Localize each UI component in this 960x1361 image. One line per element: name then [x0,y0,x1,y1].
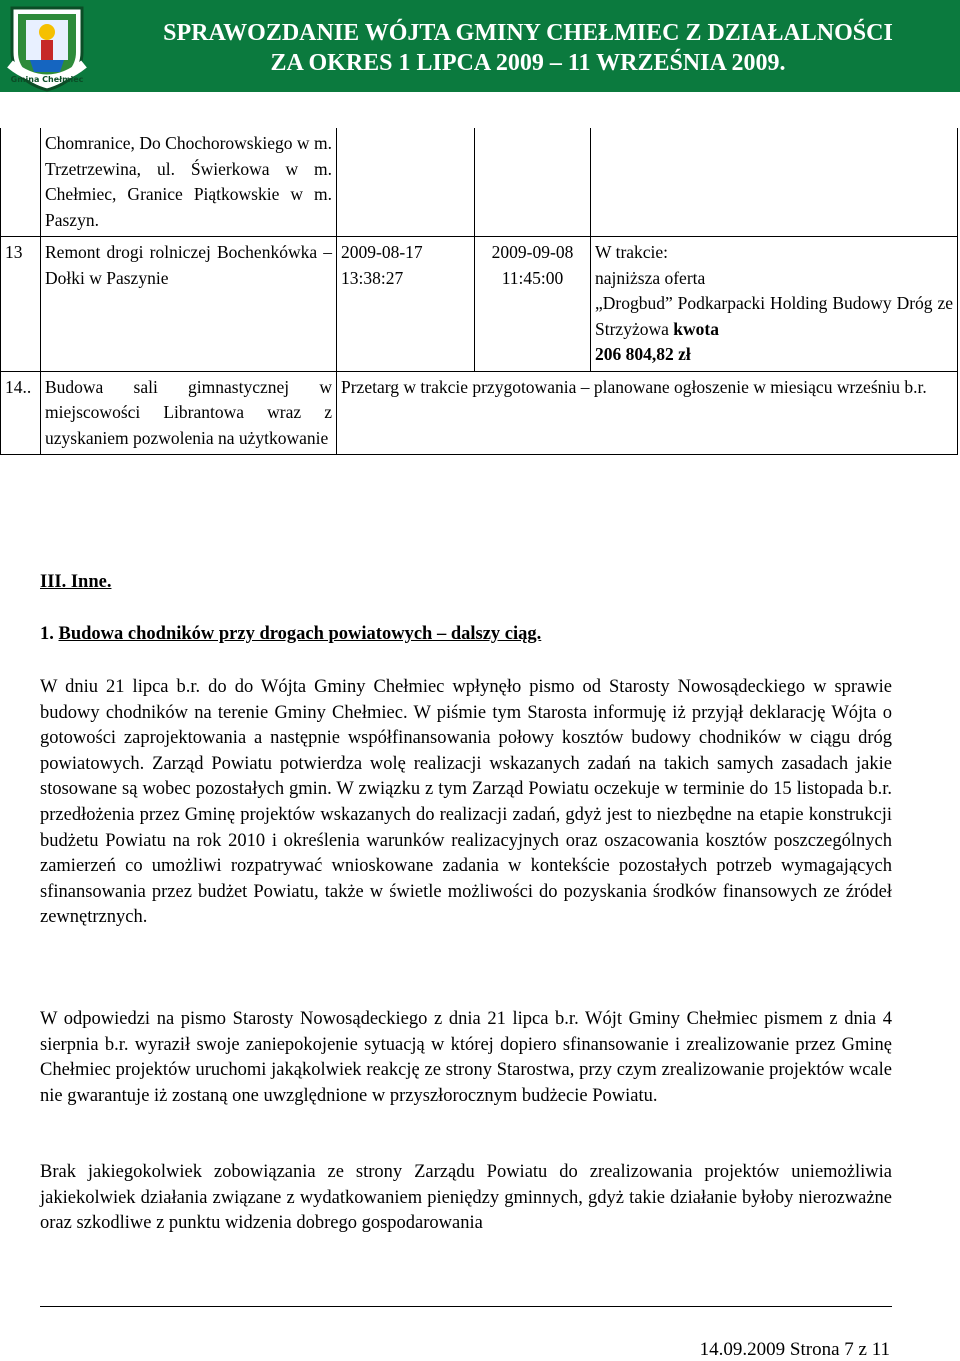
amount-label: kwota [673,318,719,339]
task-description: Remont drogi rolniczej Bochenkówka – Dołki w Paszynie [41,237,337,372]
gmina-coat-of-arms-logo [2,2,92,92]
task-description: Budowa sali gimnastycznej w miejscowości Librantowa wraz z uzyskaniem pozwolenia na użytkowanie [41,371,337,455]
table-cell [1,128,41,237]
status-prefix: W trakcie: [595,242,669,262]
svg-text:Gmina Chełmiec: Gmina Chełmiec [10,75,84,84]
status-offer [595,291,953,342]
end-date: 2009-09-08 11:45:00 [475,237,591,372]
row-number: 14.. [1,371,41,455]
table-cell [475,128,591,237]
report-title-line2: ZA OKRES 1 LIPCA 2009 – 11 WRZEŚNIA 2009. [270,50,786,76]
paragraph: Brak jakiegokolwiek zobowiązania ze strony Zarządu Powiatu do zrealizowania projektów uniemożliwia jakiekolwiek działania związane z wydatkowaniem pieniędzy gminnych, gdyż takie działanie byłoby nierozważne oraz szkodliwe z punktu widzenia dobrego gospodarowania [40,1162,892,1234]
footer-divider [40,1306,892,1307]
table-cell [337,128,475,237]
task-description: Chomranice, Do Chochorowskiego w m. Trzetrzewina, ul. Świerkowa w m. Chełmiec, Granice Piątkowskie w m. Paszyn. [41,128,337,237]
subsection-heading: Budowa chodników przy drogach powiatowych – dalszy ciąg. [58,624,542,644]
offer-name: „Drogbud” Podkarpacki Holding Budowy Dróg ze Strzyżowa [595,293,953,339]
status-label: najniższa oferta [595,267,706,288]
subsection-number: 1. [40,624,54,644]
table-row [1,128,958,237]
table-row [1,371,958,455]
paragraph: W dniu 21 lipca b.r. do do Wójta Gminy Chełmiec wpłynęło pismo od Starosty Nowosądeckiego w sprawie budowy chodników na terenie Gminy Chełmiec. W piśmie tym Starosta informuję iż przyjął deklarację Wójta o gotowości zaprojektowania a następnie współfinansowania połowy kosztów budowy chodników w ciągu dróg powiatowych. Zarząd Powiatu potwierdza wolę realizacji wskazanych zadań na takich samych zasadach jakie stosowane są wobec pozostałych gmin. W związku z tym Zarząd Powiatu oczekuje w terminie do 15 listopada b.r. przedłożenia przez Gminę projektów wskazanych do realizacji zadań, gdyż jest to niezbędne na etapie konstrukcji budżetu Powiatu na rok 2010 i określenia warunków realizacyjnych oraz oszacowania kosztów poszczególnych zamierzeń co umożliwi rozpatrywać wnioskowane zadania w kontekście pozostałych potrzeb wymagających sfinansowania przez budżet Powiatu, także w świetle możliwości do pozyskania środków finansowych ze źródeł zewnętrznych. [40,677,892,928]
section-title: III. Inne. [40,572,112,592]
page-footer: 14.09.2009 Strona 7 z 11 [699,1339,890,1360]
page-header [0,0,960,92]
offer-amount: 206 804,82 zł [595,344,691,364]
status-cell [591,237,958,372]
start-date: 2009-08-17 13:38:27 [337,237,475,372]
subsection-title [40,624,541,645]
table-cell [591,128,958,237]
report-title [98,18,958,78]
tenders-table [0,128,958,455]
row-number: 13 [1,237,41,372]
status-cell: Przetarg w trakcie przygotowania – planowane ogłoszenie w miesiącu wrześniu b.r. [337,371,958,455]
paragraph: W odpowiedzi na pismo Starosty Nowosądeckiego z dnia 21 lipca b.r. Wójt Gminy Chełmiec pismem z dnia 4 sierpnia b.r. wyraził swoje zaniepokojenie sytuacją w której dopiero sfinansowanie i zrealizowanie przez Gminę Chełmiec projektów uruchomi jakąkolwiek reakcję ze strony Starostwa, przy czym zrealizowanie projektów wcale nie gwarantuje iż zostaną one uwzględnione w przyszłorocznym budżecie Powiatu. [40,1009,892,1106]
table-row [1,237,958,372]
report-title-line1: SPRAWOZDANIE WÓJTA GMINY CHEŁMIEC Z DZIAŁALNOŚCI [163,20,893,46]
